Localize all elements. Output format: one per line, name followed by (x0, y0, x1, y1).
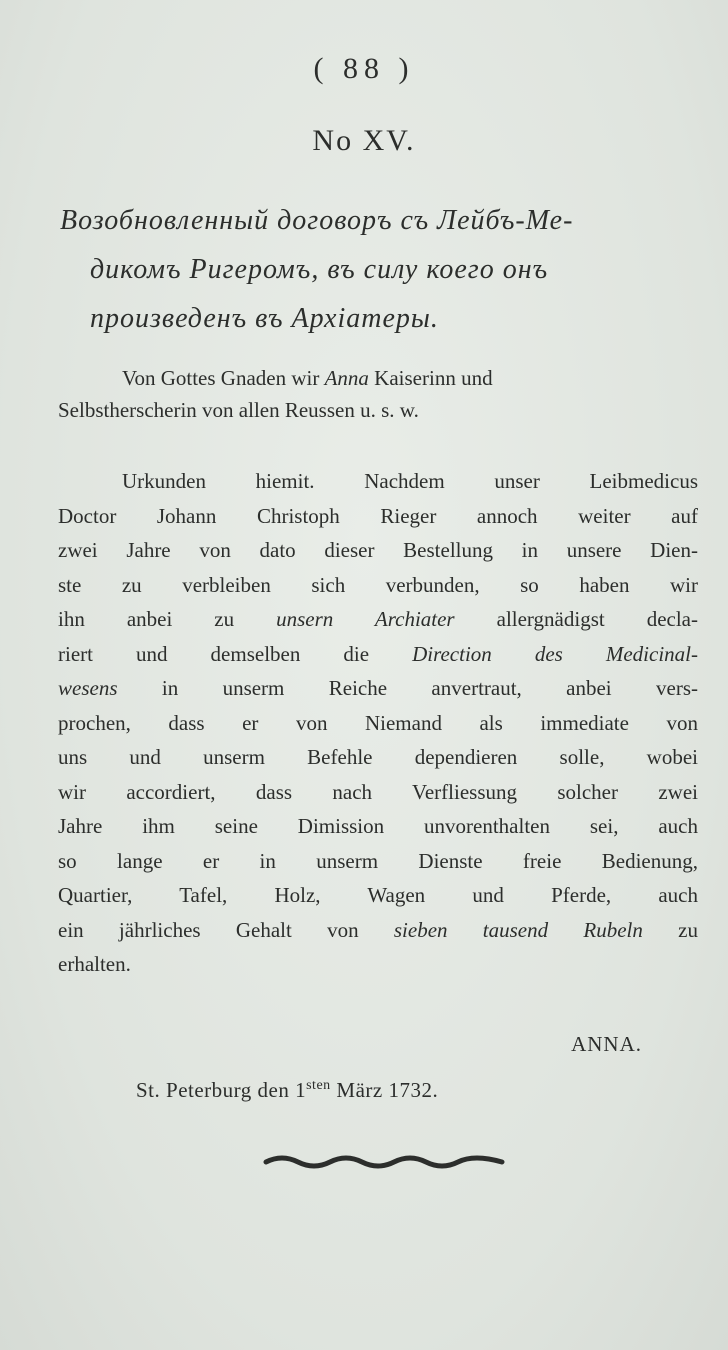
italic-run: Direction des Medicinal- (412, 641, 698, 666)
body-line: prochen, dass er von Niemand als immediate von (58, 710, 698, 735)
body-line (58, 671, 698, 706)
title-line: Возобновленный договоръ съ Лейбъ-Ме- (60, 205, 574, 236)
page-number: ( 88 ) (313, 52, 415, 85)
body-line (58, 602, 698, 637)
body-line (58, 913, 698, 948)
superscript: sten (306, 1078, 331, 1093)
body-line: erhalten. (58, 952, 131, 976)
body-paragraph (58, 464, 698, 982)
text-run: ihn anbei zu (58, 607, 277, 631)
italic-run: sieben tausend Rubeln (393, 917, 643, 942)
body-line: Doctor Johann Christoph Rieger annoch weiter auf (58, 503, 698, 528)
document-number: No XV. (312, 124, 416, 157)
text-run: März 1732. (330, 1078, 439, 1102)
italic-name: Anna (324, 366, 369, 390)
text-run: riert und demselben die (58, 641, 413, 666)
intro-line (58, 362, 698, 394)
italic-run: wesens (58, 676, 118, 700)
body-line: Urkunden hiemit. Nachdem unser Leibmedicus (122, 469, 698, 493)
signature: ANNA. (571, 1032, 642, 1056)
italic-run: unsern Archiater (276, 607, 455, 631)
body-line: uns und unserm Befehle dependieren solle, wobei (58, 745, 698, 769)
body-line: wir accordiert, dass nach Verfliessung solcher zwei (58, 779, 698, 804)
intro-line: Selbstherscherin von allen Reussen u. s. w. (58, 398, 419, 422)
body-line: zwei Jahre von dato dieser Bestellung in unsere Dien- (58, 538, 698, 562)
text-run: ein jährliches Gehalt von (58, 917, 394, 942)
body-line: Jahre ihm seine Dimission unvorenthalten sei, auch (58, 814, 698, 838)
document-title (60, 196, 710, 343)
body-line: Quartier, Tafel, Holz, Wagen und Pferde, auch (58, 883, 698, 907)
ornament-divider-icon (262, 1146, 506, 1176)
text-run: St. Peterburg den 1 (136, 1078, 307, 1102)
body-line: so lange er in unserm Dienste freie Bedienung, (58, 848, 698, 873)
body-line: ste zu verbleiben sich verbunden, so haben wir (58, 572, 698, 597)
text-run: zu (642, 917, 698, 942)
title-line: дикомъ Ригеромъ, въ силу коего онъ (90, 254, 549, 285)
place-and-date (136, 1078, 438, 1103)
text-run: allergnädigst decla- (454, 607, 698, 631)
text-run: Von Gottes Gnaden wir (122, 366, 325, 390)
intro-paragraph (58, 362, 698, 426)
text-run: Kaiserinn und (368, 366, 493, 390)
title-line: произведенъ въ Архіатеры. (90, 303, 439, 334)
body-line (58, 637, 698, 672)
text-run: in unserm Reiche anvertraut, anbei vers- (117, 676, 698, 700)
